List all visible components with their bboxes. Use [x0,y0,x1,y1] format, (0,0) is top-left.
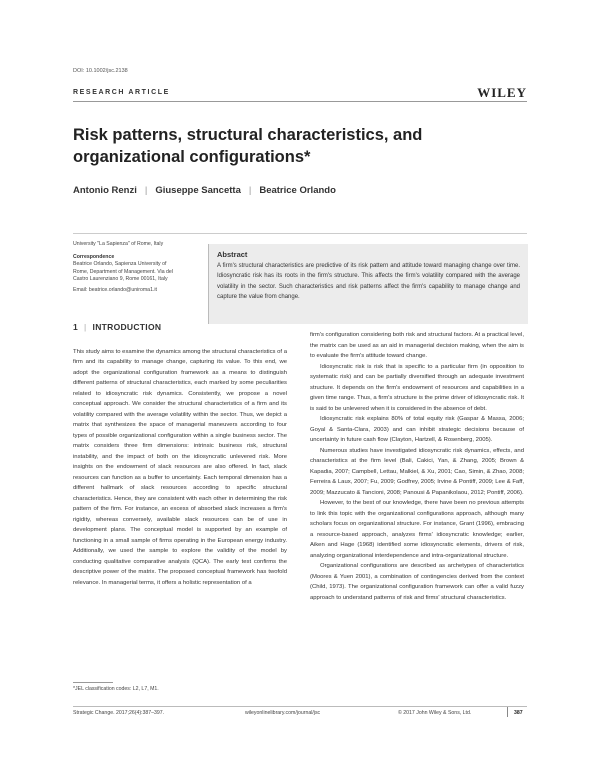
body-paragraph: Organizational configurations are described as archetypes of characteristics (Moores & Yuen 2001), a combination of contingencies derived from the context (Child, 1973). The organizational configuration framework can offer a valid fuzzy approach to understand patterns of risk and firms' structural characteristics. [310,563,524,601]
title-divider [73,233,527,234]
abstract-heading: Abstract [217,250,248,259]
correspondence-line: Rome, Department of Management. Via del [73,268,173,275]
section-heading [73,322,287,333]
correspondence-line: Beatrice Orlando, Sapienza University of [73,261,167,268]
abstract-box [208,244,528,324]
section-separator: | [84,322,87,332]
institution: University "La Sapienza" of Rome, Italy [73,241,164,247]
header-divider [73,101,527,102]
affiliation-block [73,241,198,295]
journal-citation: Strategic Change. 2017;26(4):387–397. [73,710,165,716]
footnote: *JEL classification codes: L2, L7, M1. [73,686,159,692]
correspondence-email[interactable]: Email: beatrice.orlando@uniroma1.it [73,286,157,293]
body-paragraph: firm's configuration considering both risk and structural factors. At a practical level, the matrix can be used as an aid in managerial decision making, when the aim is to evaluate the firm's attitude toward change. [310,332,524,359]
article-type: RESEARCH ARTICLE [73,89,170,96]
body-paragraph: This study aims to examine the dynamics among the structural characteristics of a firm and its capability to manage change, capturing its value. To this end, we adopt the organizational configuration framework as a means to distinguish different patterns of structural characteristics, each marked by some peculiarities related to idiosyncratic risk dynamics. Consistently, we propose a novel conceptual approach. We consider the structural characteristics of a firm and its volatility compared with the average volatility within the sector. Thus, we depict a matrix that synthesizes the space of managerial maneuvers according to four types of possible organizational configuration within a single business sector. The matrix considers three firm dimensions: intrinsic business risk, structural instability, and the impact of both on the idiosyncratic unlevered risk. More insights on the endowment of slack resources are also offered. In fact, slack resources can function as a buffer to uncertainty. Each temporal dimension has a different hallmark of slack resources according to specific structural characteristics. Hence, they are consistent with each other in determining the risk pattern of the firm. For instance, an excess of absorbed slack increases a firm's rigidity, whereas conversely, available slack resources can be of use in development plans. The conceptual model is supported by an example of functioning in a small sample of firms operating in the European energy industry. Additionally, we used the sample to explore the validity of the model by conducting qualitative comparative analysis (QCA). The early test confirms the descriptive power of the matrix. The proposed conceptual framework has twofold relevance. In managerial terms, it offers a holistic representation of a [73,348,287,586]
section-title: INTRODUCTION [92,322,162,332]
right-column [310,330,524,603]
section-number: 1 [73,322,79,332]
correspondence-line: Castro Laurenziano 9, Rome 00161, Italy [73,276,168,283]
body-paragraph: Idiosyncratic risk is risk that is specific to a particular firm (in opposition to systematic risk) and can be partially diversified through an adequate investment structure. It depends on the firm's endowment of resources and capabilities in a given time range. Thus, a firm's structure is the prime driver of idiosyncratic risk. It is said to be unlevered when it is considered in the absence of debt. [310,363,524,412]
abstract-text: A firm's structural characteristics are predictive of its risk pattern and attitude toward managing change over time. Idiosyncratic risk has its roots in the firm's structure. This affects the firm's volatility compared with the average volatility in the sector. Such characteristics and risk patterns affect the firm's capability to manage change and capture the value from change. [217,263,520,301]
body-paragraph: Idiosyncratic risk explains 80% of total equity risk (Gaspar & Massa, 2006; Goyal & Santa-Clara, 2003) and can inhibit strategic decisions because of uncertainty in future cash flow (Clayton, Hartzell, & Rosenberg, 2005). [310,416,524,443]
footer-divider [73,706,527,707]
copyright: © 2017 John Wiley & Sons, Ltd. [398,710,472,716]
body-paragraph: However, to the best of our knowledge, there have been no previous attempts to link this topic with the organizational configurations approach, although many scholars focus on organizational structure. For instance, Grant (1996), embracing a resource-based approach, analyzes firms' idiosyncratic knowledge; earlier, Aiken and Hage (1968) identified some idiosyncratic elements, drivers of risk, analyzing organizational interdependence and intra-organizational structure. [310,500,524,559]
doi[interactable]: DOI: 10.1002/jsc.2138 [73,68,128,74]
article-title: Risk patterns, structural characteristics, and organizational configurations* [73,126,423,166]
author-separator: | [248,185,252,196]
author-list [73,185,336,196]
correspondence-heading: Correspondence [73,253,115,260]
left-column [73,322,287,588]
author-separator: | [144,185,148,196]
author-name[interactable]: Beatrice Orlando [259,185,336,196]
body-paragraph: Numerous studies have investigated idiosyncratic risk dynamics, effects, and characteristics at the firm level (Bali, Cakici, Yan, & Zhang, 2005; Brown & Kapadia, 2007; Campbell, Lettau, Malkiel, & Xu, 2001; Cao, Simin, & Zhao, 2008; Ferreira & Laux, 2007; Fu, 2009; Godfrey, 2005; Irvine & Pontiff, 2009; Lee & Faff, 2009; Mazzucato & Tancioni, 2008; Panousi & Papanikolaou, 2012; Pontiff, 2006). [310,447,524,496]
author-name[interactable]: Antonio Renzi [73,185,137,196]
publisher-logo: WILEY [477,85,527,100]
page-number: 387 [514,710,523,716]
footer-separator [507,707,508,717]
journal-url[interactable]: wileyonlinelibrary.com/journal/jsc [245,710,321,716]
footnote-divider [73,682,113,683]
author-name[interactable]: Giuseppe Sancetta [155,185,241,196]
